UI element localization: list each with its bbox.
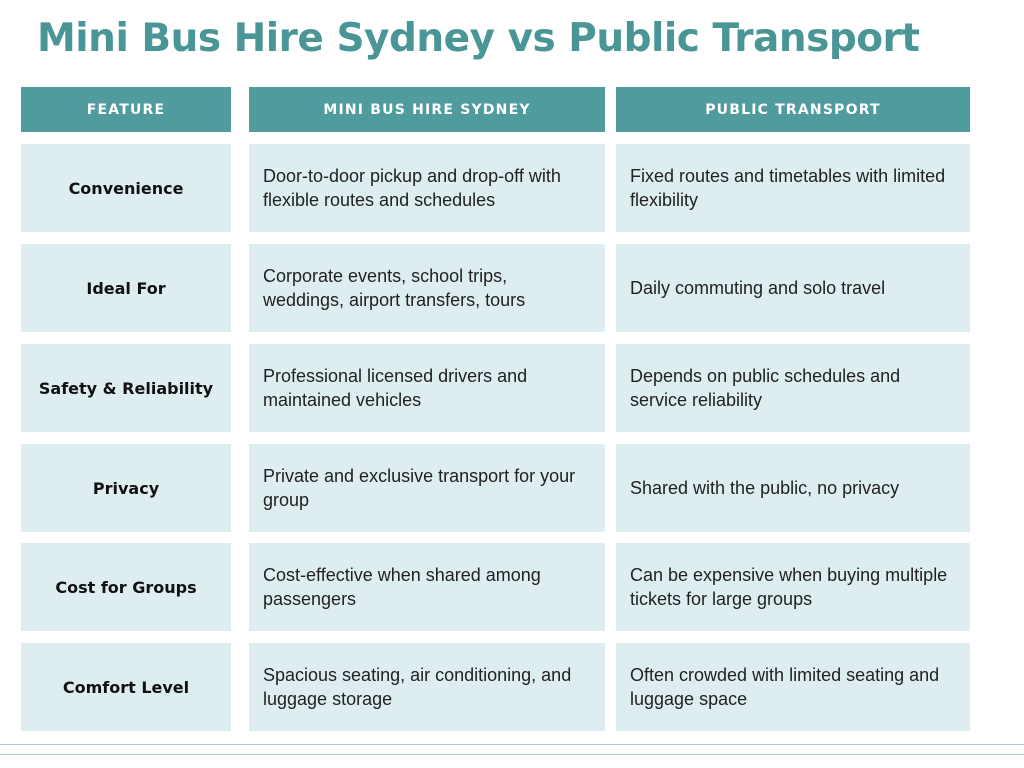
cell-text: Door-to-door pickup and drop-off with flexible routes and schedules [263,166,561,210]
row-convenience-mini-bus [249,144,605,232]
cell-text: Can be expensive when buying multiple tickets for large groups [630,565,948,609]
row-privacy-mini-bus [249,444,605,532]
cell-text: Private and exclusive transport for your group [263,466,576,510]
cell-text: Cost-effective when shared among passengers [263,565,541,609]
bottom-divider [0,744,1024,745]
row-comfort-public-transport [616,643,970,731]
header-public-transport: PUBLIC TRANSPORT [616,87,970,132]
cell-text: Professional licensed drivers and maintained vehicles [263,366,528,410]
header-mini-bus: MINI BUS HIRE SYDNEY [249,87,605,132]
row-safety-public-transport [616,344,970,432]
row-comfort-mini-bus [249,643,605,731]
header-feature: FEATURE [21,87,231,132]
row-safety-feature: Safety & Reliability [21,344,231,432]
row-ideal-for-mini-bus [249,244,605,332]
row-ideal-for-feature: Ideal For [21,244,231,332]
page-title: Mini Bus Hire Sydney vs Public Transport [37,16,920,61]
row-cost-mini-bus [249,543,605,631]
row-privacy-public-transport [616,444,970,532]
cell-text: Fixed routes and timetables with limited flexibility [630,166,946,210]
row-cost-public-transport [616,543,970,631]
row-convenience-feature: Convenience [21,144,231,232]
row-ideal-for-public-transport [616,244,970,332]
row-safety-mini-bus [249,344,605,432]
cell-text: Corporate events, school trips, weddings, airport transfers, tours [263,266,526,310]
cell-text: Depends on public schedules and service reliability [630,366,901,410]
row-privacy-feature: Privacy [21,444,231,532]
cell-text: Spacious seating, air conditioning, and luggage storage [263,665,572,709]
bottom-divider [0,754,1024,755]
row-cost-feature: Cost for Groups [21,543,231,631]
cell-text: Daily commuting and solo travel [630,278,886,298]
cell-text: Often crowded with limited seating and luggage space [630,665,940,709]
cell-text: Shared with the public, no privacy [630,478,900,498]
row-comfort-feature: Comfort Level [21,643,231,731]
row-convenience-public-transport [616,144,970,232]
